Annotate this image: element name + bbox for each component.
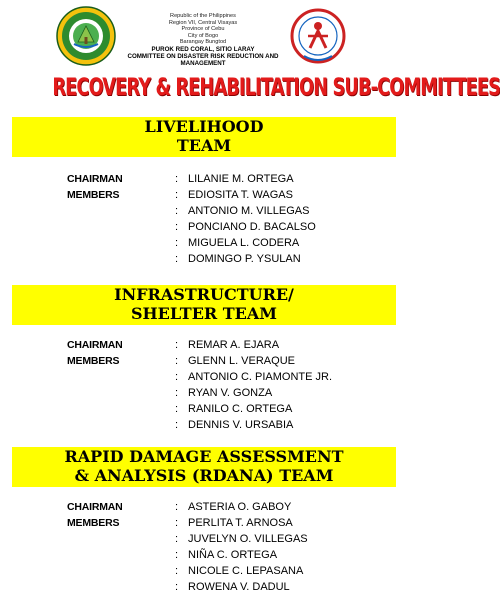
member-row [0,387,403,403]
team-title-line: LIVELIHOOD [144,117,264,136]
member-name: MIGUELA L. CODERA [188,237,300,249]
barangay-seal-icon [56,6,116,66]
chairman-label: CHAIRMAN [67,173,123,185]
committee-line: COMMITTEE ON DISASTER RISK REDUCTION AND MANAGEMENT [127,53,279,68]
colon: : [175,237,179,249]
colon: : [175,173,179,185]
colon: : [175,221,179,233]
member-row [0,517,403,533]
member-row [0,221,403,237]
member-row [0,419,403,435]
member-name: EDIOSITA T. WAGAS [188,189,293,201]
members-label: MEMBERS [67,517,120,529]
member-row [0,189,403,205]
member-row [0,581,403,597]
member-row [0,533,403,549]
colon: : [175,501,179,513]
colon: : [175,533,179,545]
team-title-line: INFRASTRUCTURE/ [114,285,294,304]
member-name: NICOLE C. LEPASANA [188,565,304,577]
chairman-label: CHAIRMAN [67,339,123,351]
team-title-band [12,447,396,487]
member-name: RYAN V. GONZA [188,387,273,399]
member-name: ROWENA V. DADUL [188,581,290,593]
header-line: City of Bogo [187,32,219,39]
colon: : [175,205,179,217]
colon: : [175,371,179,383]
colon: : [175,387,179,399]
member-row [0,355,403,371]
member-name: PONCIANO D. BACALSO [188,221,316,233]
member-name: ANTONIO M. VILLEGAS [188,205,310,217]
header-line: Barangay Bungtod [179,39,227,46]
member-name: LILANIE M. ORTEGA [188,173,294,185]
member-row [0,253,403,269]
page-title: RECOVERY & REHABILITATION SUB-COMMITTEES [52,73,500,101]
team-title-line: SHELTER TEAM [130,304,277,323]
colon: : [175,419,179,431]
member-row [0,237,403,253]
members-label: MEMBERS [67,189,120,201]
purok-line: PUROK RED CORAL, SITIO LARAY [151,45,255,53]
chairman-row [0,501,403,517]
member-row [0,565,403,581]
member-name: PERLITA T. ARNOSA [188,517,293,529]
members-label: MEMBERS [67,355,120,367]
document-header [0,0,403,72]
member-row [0,205,403,221]
team-title-line: RAPID DAMAGE ASSESSMENT [64,447,344,466]
colon: : [175,549,179,561]
team-title-band [12,285,396,325]
header-line: Region VII, Central Visayas [168,19,238,26]
member-row [0,403,403,419]
header-text [118,13,288,68]
member-name: DOMINGO P. YSULAN [188,253,301,265]
member-name: REMAR A. EJARA [188,339,280,351]
chairman-label: CHAIRMAN [67,501,123,513]
chairman-row [0,339,403,355]
team-title-line: TEAM [176,136,232,155]
header-line: Province of Cebu [181,26,225,33]
chairman-row [0,173,403,189]
team-title-line: & ANALYSIS (RDANA) TEAM [74,466,334,485]
member-name: DENNIS V. URSABIA [188,419,294,431]
colon: : [175,565,179,577]
colon: : [175,517,179,529]
team-title-band [12,117,396,157]
colon: : [175,355,179,367]
cdrrm-logo-icon [290,6,346,68]
member-name: RANILO C. ORTEGA [188,403,293,415]
colon: : [175,253,179,265]
member-row [0,371,403,387]
colon: : [175,403,179,415]
member-name: JUVELYN O. VILLEGAS [188,533,308,545]
member-name: GLENN L. VERAQUE [188,355,295,367]
header-line: Republic of the Philippines [170,13,236,19]
member-name: ANTONIO C. PIAMONTE JR. [188,371,333,383]
colon: : [175,339,179,351]
colon: : [175,189,179,201]
member-name: ASTERIA O. GABOY [188,501,292,513]
colon: : [175,581,179,593]
member-name: NIÑA C. ORTEGA [188,549,278,561]
member-row [0,549,403,565]
